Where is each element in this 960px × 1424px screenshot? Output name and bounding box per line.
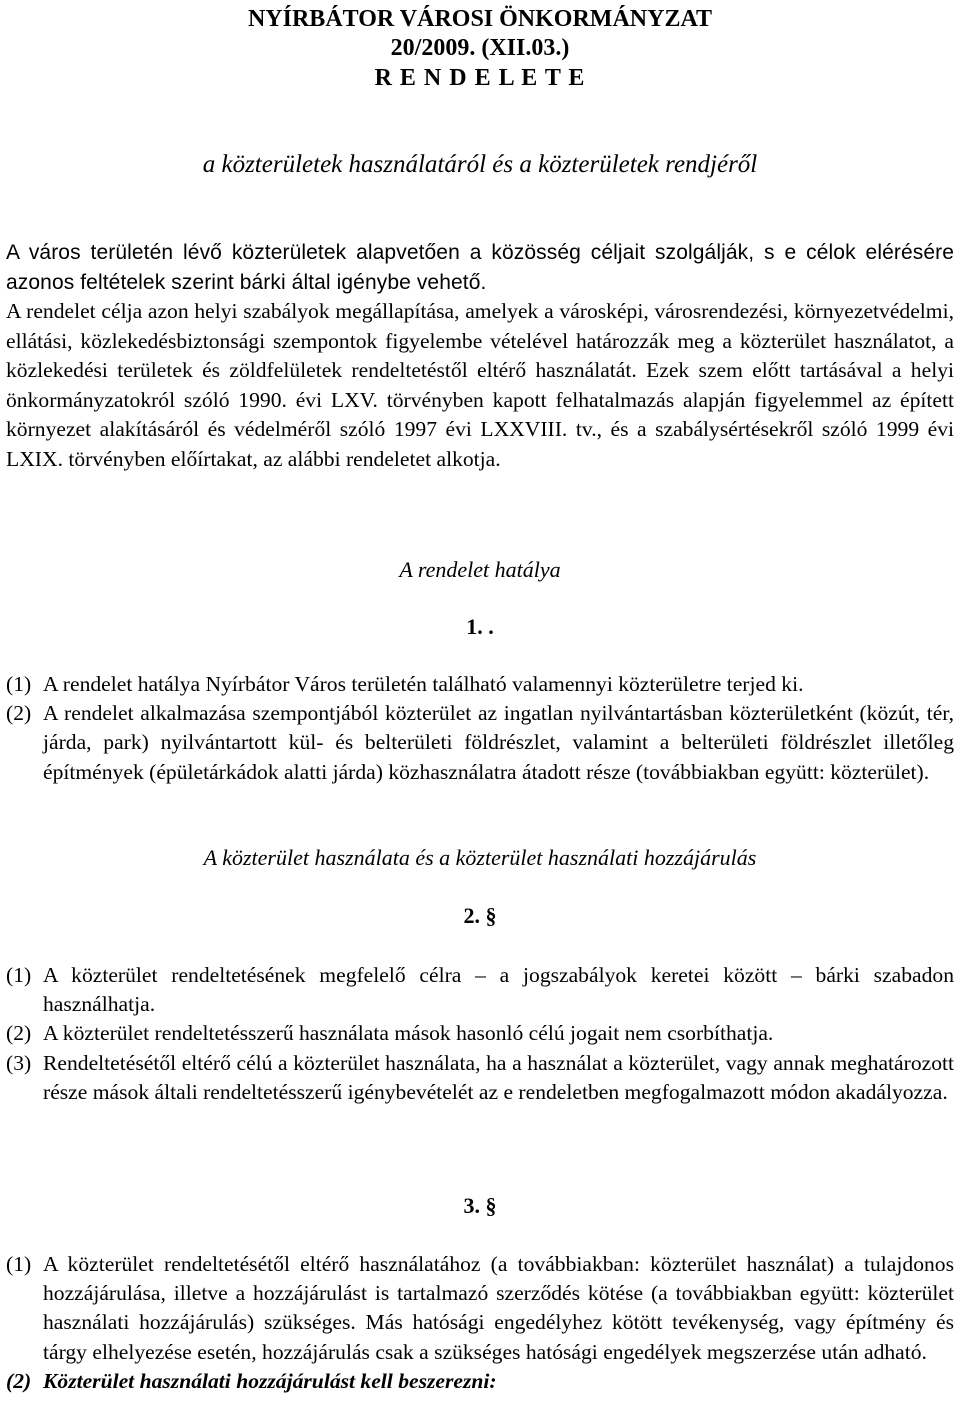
section-1-items bbox=[6, 670, 954, 787]
item-text: A közterület rendeltetésének megfelelő célra – a jogszabályok keretei között – bárki szabadon használhatja. bbox=[43, 963, 954, 1017]
item-text: A rendelet hatálya Nyírbátor Város területén található valamennyi közterületre terjed ki. bbox=[43, 672, 804, 696]
item-number: (3) bbox=[6, 1050, 32, 1075]
item-number: (1) bbox=[6, 963, 32, 987]
section-2-number: 2. § bbox=[463, 903, 497, 928]
preamble-paragraph-2: A rendelet célja azon helyi szabályok megállapítása, amelyek a városképi, városrendezési, környezetvédelmi, ellátási, közlekedésbiztonsági szempontok figyelembe vételével határozzák meg a közterület használatot, a közlekedési területek és zöldfelületek rendeltetéstől eltérő használatát. Ezek szem előtt tartásával a helyi önkormányzatokról szóló 1990. évi LXV. törvényben kapott felhatalmazás alapján figyelemmel az épített környezet alakításáról és védelméről szóló 1997 évi LXXVIII. tv., és a szabálysértésekről szóló 1999 évi LXIX. törvényben előírtakat, az alábbi rendeletet alkotja. bbox=[6, 299, 954, 471]
paragraph-item bbox=[6, 670, 954, 699]
document-subtitle: a közterületek használatáról és a közterületek rendjéről bbox=[202, 151, 758, 178]
item-number: (2) bbox=[6, 1021, 32, 1046]
section-3-items bbox=[6, 1250, 954, 1396]
section-3-number: 3. § bbox=[463, 1193, 497, 1218]
regulation-number: 20/2009. (XII.03.) bbox=[390, 35, 570, 61]
item-text: A közterület rendeltetésétől eltérő használatához (a továbbiakban: közterület használat) a tulajdonos hozzájárulása, illetve a hozzájárulást is tartalmazó szerződés kötése (a továbbiakban együtt: közterület használati hozzájárulás) szükséges. Más hatósági engedélyhez kötött tevékenység, vagy építmény és tárgy elhelyezése esetén, hozzájárulás csak a szükséges hatósági engedélyek megszerzése után adható. bbox=[43, 1252, 954, 1364]
preamble bbox=[6, 238, 954, 474]
item-text: Közterület használati hozzájárulást kell beszerezni: bbox=[43, 1368, 497, 1393]
paragraph-item bbox=[6, 1049, 954, 1107]
paragraph-item bbox=[6, 1367, 954, 1396]
preamble-paragraph-1: A város területén lévő közterületek alapvetően a közösség céljait szolgálják, s e célok elérésére azonos feltételek szerint bárki által igénybe vehető. bbox=[6, 241, 954, 294]
item-text: A rendelet alkalmazása szempontjából közterület az ingatlan nyilvántartásban közterületként (közút, tér, járda, park) nyilvántartott kül- és belterületi földrészlet, valamint a belterületi földrészlet illetőleg építmények (épületárkádok alatti járda) közhasználatra átadott része (továbbiakban együtt: közterület). bbox=[43, 701, 954, 784]
item-number: (2) bbox=[6, 701, 32, 726]
paragraph-item bbox=[6, 699, 954, 787]
paragraph-item bbox=[6, 961, 954, 1019]
item-number: (1) bbox=[6, 1252, 32, 1276]
section-1-number: 1. . bbox=[466, 614, 494, 639]
paragraph-item bbox=[6, 1250, 954, 1367]
organization-title: NYÍRBÁTOR VÁROSI ÖNKORMÁNYZAT bbox=[247, 6, 713, 32]
item-number: (1) bbox=[6, 672, 32, 696]
paragraph-item bbox=[6, 1019, 954, 1048]
section-1-heading: A rendelet hatálya bbox=[399, 557, 561, 582]
document-type: R E N D E L E T E bbox=[374, 65, 586, 91]
item-number: (2) bbox=[6, 1368, 32, 1393]
item-text: Rendeltetésétől eltérő célú a közterület használata, ha a használat a közterület, vagy annak meghatározott része mások általi rendeltetésszerű igénybevételét az e rendeletben megfogalmazott módon akadályozza. bbox=[43, 1050, 954, 1104]
section-2-heading: A közterület használata és a közterület használati hozzájárulás bbox=[203, 845, 757, 870]
section-2-items bbox=[6, 961, 954, 1107]
item-text: A közterület rendeltetésszerű használata mások hasonló célú jogait nem csorbíthatja. bbox=[43, 1021, 774, 1046]
